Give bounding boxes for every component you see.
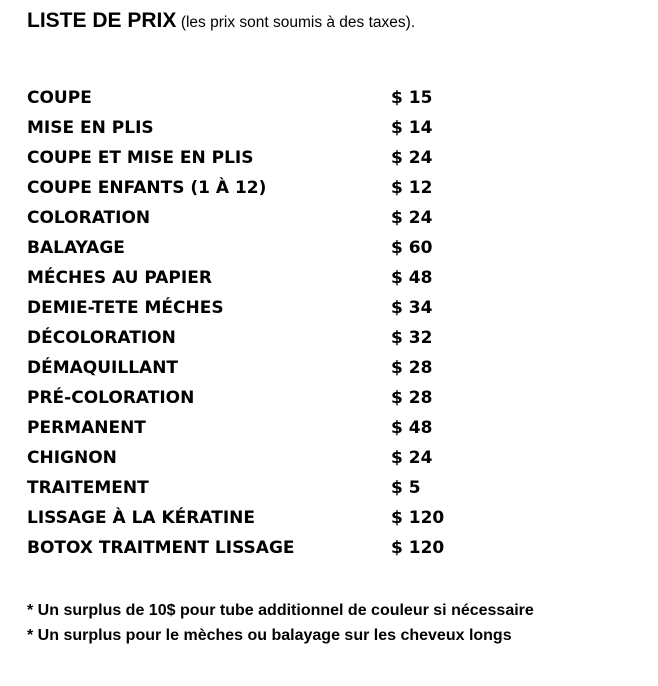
service-price: $ 24 xyxy=(391,448,433,468)
price-row xyxy=(27,296,487,326)
price-row xyxy=(27,146,487,176)
price-row xyxy=(27,416,487,446)
service-name: DEMIE-TETE MÉCHES xyxy=(27,298,224,318)
title-main: LISTE DE PRIX xyxy=(27,9,177,32)
service-name: DÉMAQUILLANT xyxy=(27,358,179,378)
price-row xyxy=(27,206,487,236)
service-name: PRÉ-COLORATION xyxy=(27,388,195,408)
price-row xyxy=(27,236,487,266)
service-price: $ 48 xyxy=(391,418,433,438)
service-price: $ 34 xyxy=(391,298,433,318)
price-row xyxy=(27,266,487,296)
service-price: $ 5 xyxy=(391,478,421,498)
service-name: COUPE xyxy=(27,88,92,108)
service-price: $ 28 xyxy=(391,388,433,408)
service-name: LISSAGE À LA KÉRATINE xyxy=(27,508,255,528)
service-price: $ 32 xyxy=(391,328,433,348)
service-name: COLORATION xyxy=(27,208,151,228)
service-name: COUPE ET MISE EN PLIS xyxy=(27,148,254,168)
service-name: TRAITEMENT xyxy=(27,478,149,498)
service-name: BALAYAGE xyxy=(27,238,125,258)
price-row xyxy=(27,176,487,206)
service-price: $ 24 xyxy=(391,148,433,168)
title-subtitle: (les prix sont soumis à des taxes). xyxy=(180,14,416,31)
footnotes xyxy=(27,600,534,650)
price-row xyxy=(27,536,487,566)
footnote: * Un surplus pour le mèches ou balayage sur les cheveux longs xyxy=(27,627,512,644)
service-name: DÉCOLORATION xyxy=(27,328,176,348)
service-price: $ 12 xyxy=(391,178,433,198)
price-row xyxy=(27,86,487,116)
service-price: $ 24 xyxy=(391,208,433,228)
service-price: $ 14 xyxy=(391,118,433,138)
price-list xyxy=(27,86,487,566)
price-row xyxy=(27,506,487,536)
price-row xyxy=(27,386,487,416)
service-name: CHIGNON xyxy=(27,448,117,468)
page-title xyxy=(27,9,415,33)
price-row xyxy=(27,446,487,476)
price-row xyxy=(27,116,487,146)
service-name: MISE EN PLIS xyxy=(27,118,154,138)
price-row xyxy=(27,356,487,386)
service-price: $ 120 xyxy=(391,538,445,558)
service-name: MÉCHES AU PAPIER xyxy=(27,268,212,288)
price-row xyxy=(27,326,487,356)
service-price: $ 120 xyxy=(391,508,445,528)
service-price: $ 48 xyxy=(391,268,433,288)
service-price: $ 28 xyxy=(391,358,433,378)
service-name: PERMANENT xyxy=(27,418,146,438)
service-name: COUPE ENFANTS (1 À 12) xyxy=(27,178,267,198)
service-name: BOTOX TRAITMENT LISSAGE xyxy=(27,538,295,558)
service-price: $ 60 xyxy=(391,238,433,258)
service-price: $ 15 xyxy=(391,88,433,108)
price-row xyxy=(27,476,487,506)
footnote: * Un surplus de 10$ pour tube additionnel de couleur si nécessaire xyxy=(27,602,534,619)
